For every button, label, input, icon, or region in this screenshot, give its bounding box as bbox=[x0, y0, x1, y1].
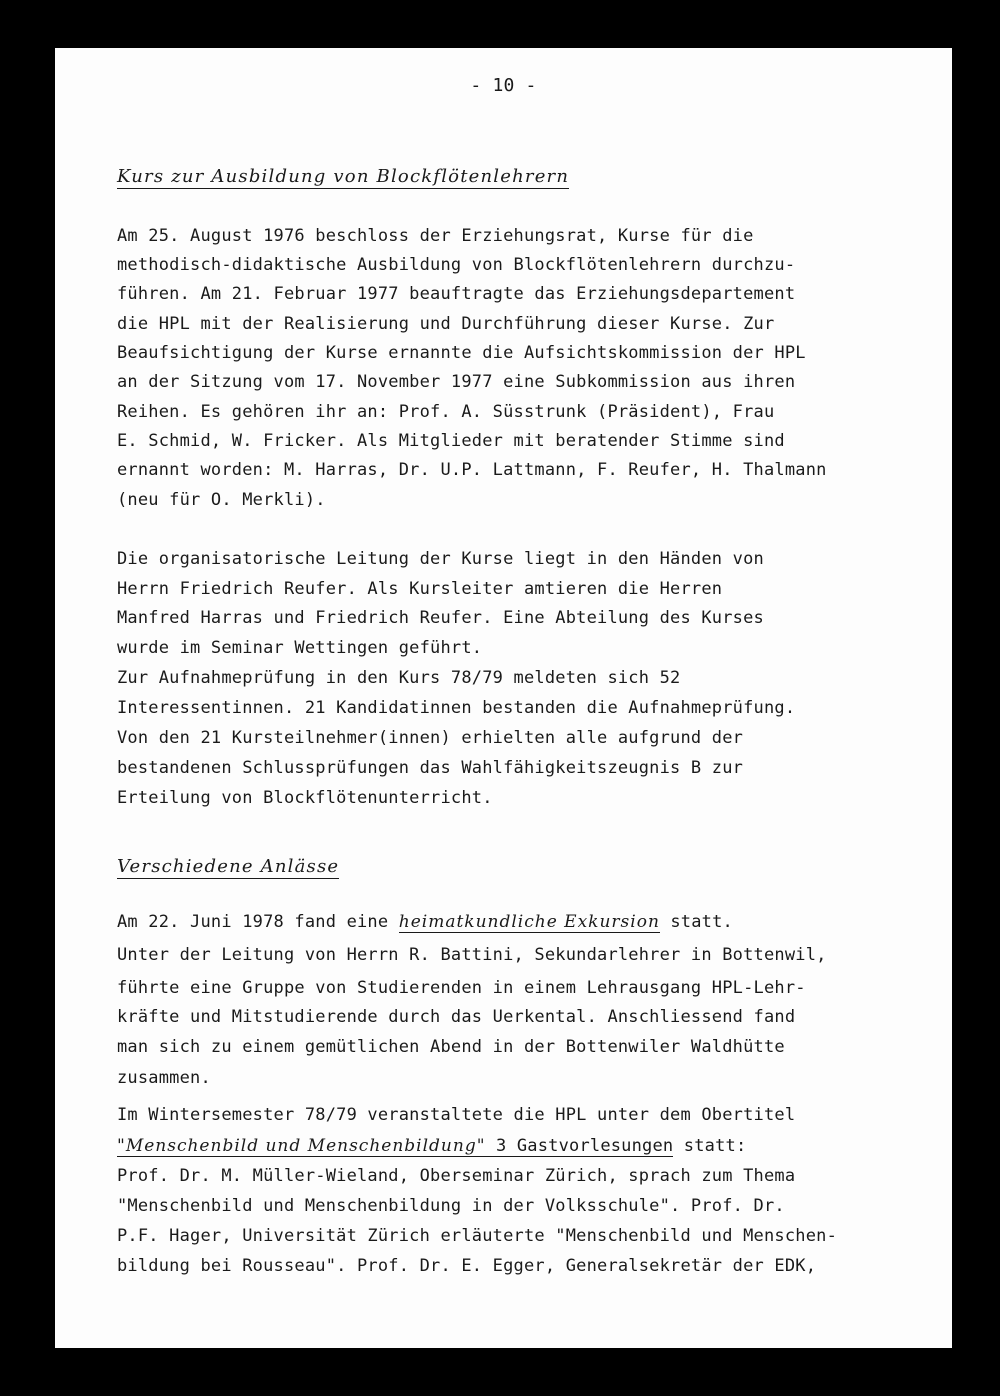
text-line: führte eine Gruppe von Studierenden in einem Lehrausgang HPL-Lehr- bbox=[117, 978, 806, 998]
text-line-exkursion bbox=[117, 912, 733, 932]
text-line: "Menschenbild und Menschenbildung in der Volksschule". Prof. Dr. bbox=[117, 1196, 785, 1216]
text-line: wurde im Seminar Wettingen geführt. bbox=[117, 638, 483, 658]
text-line: man sich zu einem gemütlichen Abend in der Bottenwiler Waldhütte bbox=[117, 1037, 785, 1057]
text-line: Herrn Friedrich Reufer. Als Kursleiter amtieren die Herren bbox=[117, 579, 723, 599]
text-line: methodisch-didaktische Ausbildung von Blockflötenlehrern durchzu- bbox=[117, 255, 796, 275]
text-line: Am 25. August 1976 beschloss der Erziehungsrat, Kurse für die bbox=[117, 226, 754, 246]
lecture-count: 3 Gastvorlesungen bbox=[485, 1136, 674, 1156]
text-line: Beaufsichtigung der Kurse ernannte die Aufsichtskommission der HPL bbox=[117, 343, 806, 363]
exkursion-emphasis: heimatkundliche Exkursion bbox=[398, 912, 660, 932]
line-prefix: Am 22. Juni 1978 fand eine bbox=[117, 912, 399, 932]
text-line: Prof. Dr. M. Müller-Wieland, Oberseminar Zürich, sprach zum Thema bbox=[117, 1166, 796, 1186]
line-suffix: statt: bbox=[673, 1136, 747, 1156]
text-line: Die organisatorische Leitung der Kurse liegt in den Händen von bbox=[117, 549, 764, 569]
text-line: ernannt worden: M. Harras, Dr. U.P. Lattmann, F. Reufer, H. Thalmann bbox=[117, 460, 827, 480]
text-line: bestandenen Schlussprüfungen das Wahlfähigkeitszeugnis B zur bbox=[117, 758, 744, 778]
page-number: - 10 - bbox=[470, 75, 537, 96]
text-line: P.F. Hager, Universität Zürich erläuterte "Menschenbild und Menschen- bbox=[117, 1226, 838, 1246]
text-line: bildung bei Rousseau". Prof. Dr. E. Egger, Generalsekretär der EDK, bbox=[117, 1256, 817, 1276]
text-line: Interessentinnen. 21 Kandidatinnen bestanden die Aufnahmeprüfung. bbox=[117, 698, 796, 718]
section-heading-blockfloete: Kurs zur Ausbildung von Blockflötenlehrern bbox=[117, 166, 570, 187]
section-heading-anlaesse: Verschiedene Anlässe bbox=[117, 856, 340, 877]
text-line: kräfte und Mitstudierende durch das Uerkental. Anschliessend fand bbox=[117, 1007, 796, 1027]
text-line: (neu für O. Merkli). bbox=[117, 490, 326, 510]
text-line: E. Schmid, W. Fricker. Als Mitglieder mit beratender Stimme sind bbox=[117, 431, 785, 451]
line-suffix: statt. bbox=[659, 912, 733, 932]
text-line: Erteilung von Blockflötenunterricht. bbox=[117, 788, 493, 808]
text-line: zusammen. bbox=[117, 1068, 211, 1088]
document-page bbox=[55, 48, 952, 1348]
text-line: Im Wintersemester 78/79 veranstaltete die HPL unter dem Obertitel bbox=[117, 1105, 796, 1125]
text-line: Von den 21 Kursteilnehmer(innen) erhielten alle aufgrund der bbox=[117, 728, 744, 748]
text-line: die HPL mit der Realisierung und Durchführung dieser Kurse. Zur bbox=[117, 314, 775, 334]
text-line-gastvorlesungen bbox=[117, 1136, 746, 1156]
text-line: Unter der Leitung von Herrn R. Battini, Sekundarlehrer in Bottenwil, bbox=[117, 945, 827, 965]
text-line: Zur Aufnahmeprüfung in den Kurs 78/79 meldeten sich 52 bbox=[117, 668, 681, 688]
text-line: Manfred Harras und Friedrich Reufer. Eine Abteilung des Kurses bbox=[117, 608, 764, 628]
text-line: führen. Am 21. Februar 1977 beauftragte das Erziehungsdepartement bbox=[117, 284, 796, 304]
text-line: an der Sitzung vom 17. November 1977 eine Subkommission aus ihren bbox=[117, 372, 796, 392]
lecture-series-title: "Menschenbild und Menschenbildung" bbox=[117, 1136, 486, 1156]
text-line: Reihen. Es gehören ihr an: Prof. A. Süsstrunk (Präsident), Frau bbox=[117, 402, 775, 422]
